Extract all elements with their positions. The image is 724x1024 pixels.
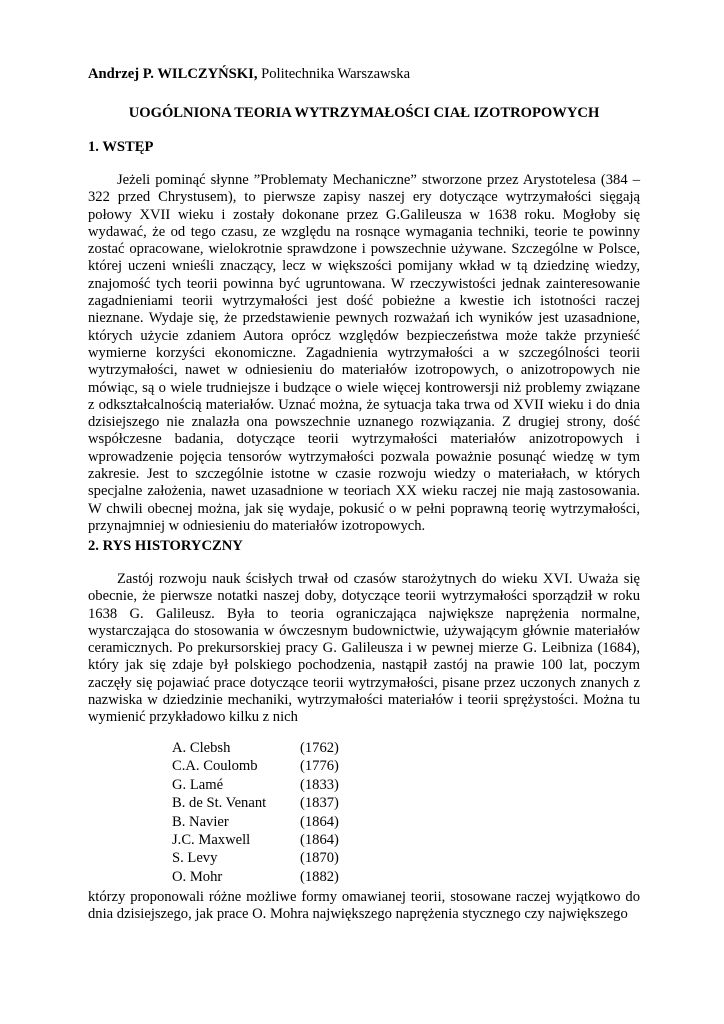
scientist-year: (1864) xyxy=(300,831,339,848)
author-name: Andrzej P. WILCZYŃSKI, xyxy=(88,66,258,82)
scientist-name: O. Mohr xyxy=(172,868,223,885)
scientist-year: (1776) xyxy=(300,758,339,775)
scientist-name: B. de St. Venant xyxy=(172,795,267,812)
scientist-year: (1864) xyxy=(300,813,339,830)
list-item xyxy=(172,832,339,850)
paper-title: UOGÓLNIONA TEORIA WYTRZYMAŁOŚCI CIAŁ IZOTROPOWYCH xyxy=(128,105,600,121)
scientist-name: S. Levy xyxy=(172,850,218,867)
scientist-name: J.C. Maxwell xyxy=(172,831,251,848)
list-item xyxy=(172,869,339,887)
list-item xyxy=(172,850,339,868)
list-item xyxy=(172,777,339,795)
scientist-name: A. Clebsh xyxy=(172,740,231,756)
scientist-year: (1833) xyxy=(300,776,339,793)
list-item xyxy=(172,814,339,832)
author-line xyxy=(88,66,410,83)
section-heading-intro: 1. WSTĘP xyxy=(88,139,154,155)
scientist-year: (1882) xyxy=(300,868,339,885)
scientist-year: (1870) xyxy=(300,850,339,867)
intro-paragraph: Jeżeli pominąć słynne ”Problematy Mechaniczne” stworzone przez Arystotelesa (384 – 322 przed Chrystusem), to pierwsze zapisy naszej ery dotyczące wytrzymałości sięgają połowy XVII wieku i zostały dokonane przez G.Galileusza w 1638 roku. Mogłoby się wydawać, że od tego czasu, ze względu na rosnące wymagania techniki, teorie te powinny zostać opracowane, wielokrotnie sprawdzone i powszechnie używane. Szczególne w Polsce, której uczeni wnieśli znaczący, lecz w większości pomijany wkład w tą dziedzinę wiedzy, znajomość tych teorii powinna być ugruntowana. W rzeczywistości jednak zainteresowanie zagadnieniami teorii wytrzymałości jest dość pobieżne a kwestie ich istotności raczej nieznane. Wydaje się, że przedstawienie pewnych rozważań ich wyników jest uzasadnione, których użycie zdaniem Autora oprócz względów bezpieczeństwa może także przynieść wymierne korzyści ekonomiczne. Zagadnienia wytrzymałości a w szczególności teorii wytrzymałości, nawet w odniesieniu do materiałów izotropowych, o anizotropowych nie mówiąc, są o wiele trudniejsze i budzące o wiele więcej kontrowersji niż problemy związane z odkształcalnością materiałów. Uznać można, że sytuacja taka trwa od XVII wieku i do dnia dzisiejszego nie znalazła ona powszechnie uznanego rozwiązania. Z drugiej strony, dość współczesne badania, dotyczące teorii wytrzymałości materiałów anizotropowych i wprowadzenie pojęcia tensorów wytrzymałości pozwala poważnie posunąć wiedzę w tym zakresie. Jest to szczególnie istotne w czasie rozwoju wiedzy o materiałach, w których specjalne założenia, nawet uzasadnione w teoriach XX wieku raczej nie mają zastosowania. W chwili obecnej można, jak się wydaje, pokusić o w pełni poprawną teorię wytrzymałości, przynajmniej w odniesieniu do materiałów izotropowych. xyxy=(88,172,640,534)
scientist-year: (1837) xyxy=(300,795,339,812)
section-heading-history: 2. RYS HISTORYCZNY xyxy=(88,538,243,554)
list-item xyxy=(172,758,339,776)
history-paragraph: Zastój rozwoju nauk ścisłych trwał od czasów starożytnych do wieku XVI. Uważa się obecnie, że pierwsze notatki naszej doby, dotyczące teorii wytrzymałości sporządził w roku 1638 G. Galileusz. Była to teoria ograniczająca największe naprężenia normalne, wystarczająca do stosowania w ówczesnym budownictwie, używającym głównie materiałów ceramicznych. Po prekursorskiej pracy G. Galileusza i w pewnej mierze G. Leibniza (1684), który jak się zdaje był polskiego pochodzenia, nastąpił zastój na prawie 100 lat, poczym zaczęły się pojawiać prace dotyczące teorii wytrzymałości, pisane przez uczonych znanych z nazwiska w dziedzinie mechaniki, wytrzymałości materiałów i teorii sprężystości. Można tu wymienić przykładowo kilku z nich xyxy=(88,571,640,726)
scientist-name: B. Navier xyxy=(172,813,229,830)
list-item xyxy=(172,795,339,813)
scientist-list xyxy=(172,740,339,887)
scientist-name: G. Lamé xyxy=(172,776,224,793)
continuation-paragraph: którzy proponowali różne możliwe formy omawianej teorii, stosowane raczej wyjątkowo do dnia dzisiejszego, jak prace O. Mohra największego naprężenia stycznego czy największego xyxy=(88,889,640,923)
scientist-name: C.A. Coulomb xyxy=(172,758,258,775)
scientist-year: (1762) xyxy=(300,740,339,756)
author-affiliation: Politechnika Warszawska xyxy=(257,66,411,82)
list-item xyxy=(172,740,339,758)
